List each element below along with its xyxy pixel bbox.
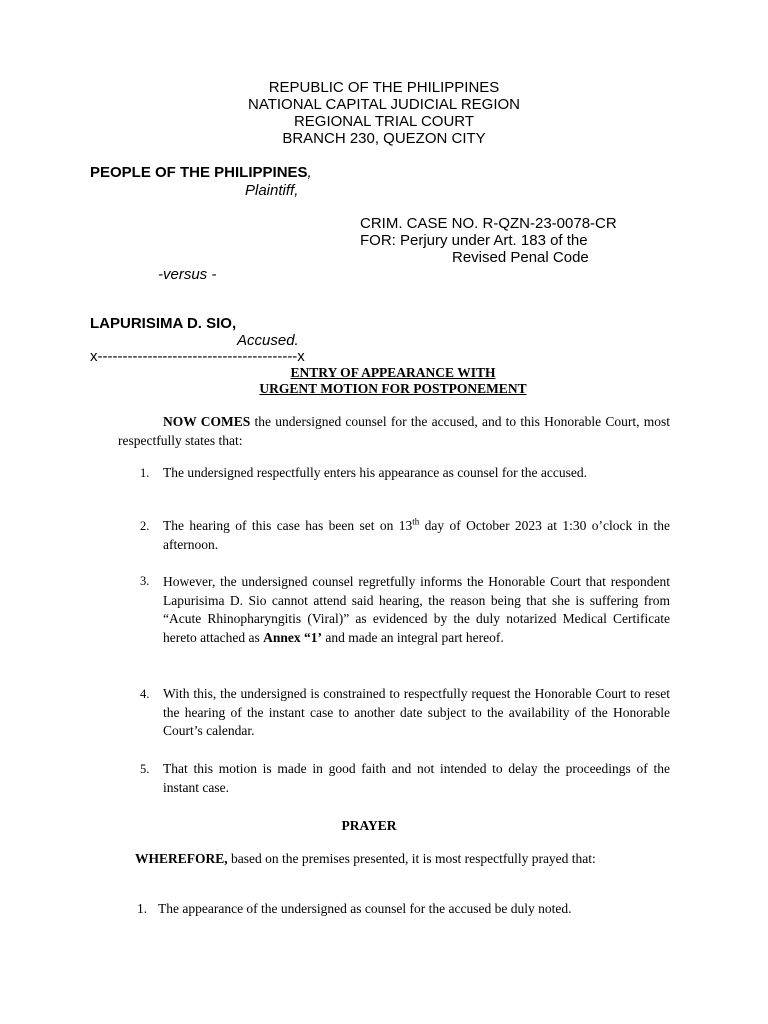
item-paragraph: The hearing of this case has been set on 13th day of October 2023 at 1:30 o’clock in the afternoon.: [163, 516, 670, 552]
item-number: 3.: [140, 574, 150, 588]
item-paragraph: However, the undersigned counsel regretfully informs the Honorable Court that respondent Lapurisima D. Sio cannot attend said hearing, the reason being that she is suffering from “Acute Rhinopharyngitis (Viral)” as evidenced by the duly notarized Medical Certificate hereto attached as Annex “1’ and made an integral part hereof.: [163, 574, 670, 645]
accused-name: LAPURISIMA D. SIO,: [90, 315, 237, 332]
item-paragraph: With this, the undersigned is constrained to respectfully request the Honorable Court to reset the hearing of the instant case to another date subject to the availability of the Honorable Court’s calendar.: [163, 686, 670, 739]
item-paragraph: That this motion is made in good faith and not intended to delay the proceedings of the instant case.: [163, 761, 670, 795]
versus-label: -versus -: [158, 266, 217, 283]
header-line-republic: REPUBLIC OF THE PHILIPPINES: [268, 79, 500, 96]
item-number: 5.: [140, 762, 150, 776]
item-paragraph: The undersigned respectfully enters his appearance as counsel for the accused.: [163, 465, 587, 480]
prayer-item-text: The appearance of the undersigned as counsel for the accused be duly noted.: [158, 901, 572, 916]
header-line-branch: BRANCH 230, QUEZON CITY: [282, 130, 486, 147]
header-line-region: NATIONAL CAPITAL JUDICIAL REGION: [248, 96, 520, 113]
header-line-court: REGIONAL TRIAL COURT: [293, 113, 475, 130]
accused-role: Accused.: [237, 332, 299, 349]
item-number: 4.: [140, 687, 150, 701]
title-line1: ENTRY OF APPEARANCE WITH: [290, 365, 496, 380]
prayer-heading: PRAYER: [341, 818, 397, 833]
case-for-line2: Revised Penal Code: [452, 249, 589, 266]
plaintiff-role: Plaintiff,: [245, 182, 299, 199]
item-number: 2.: [140, 519, 150, 533]
plaintiff-name: PEOPLE OF THE PHILIPPINES,: [90, 164, 312, 181]
item-number: 1.: [140, 466, 150, 480]
prayer-paragraph: WHEREFORE, based on the premises presented, it is most respectfully prayed that:: [135, 851, 596, 866]
court-header: [0, 79, 768, 147]
document-title: [0, 365, 768, 397]
case-for-line1: FOR: Perjury under Art. 183 of the: [360, 232, 588, 249]
case-number: CRIM. CASE NO. R-QZN-23-0078-CR: [360, 215, 617, 232]
caption-separator: x----------------------------------------x: [90, 348, 305, 365]
title-line2: URGENT MOTION FOR POSTPONEMENT: [259, 381, 527, 396]
prayer-item-number: 1.: [137, 901, 148, 916]
intro-paragraph: NOW COMES the undersigned counsel for the accused, and to this Honorable Court, most respectfully states that:: [118, 414, 670, 448]
